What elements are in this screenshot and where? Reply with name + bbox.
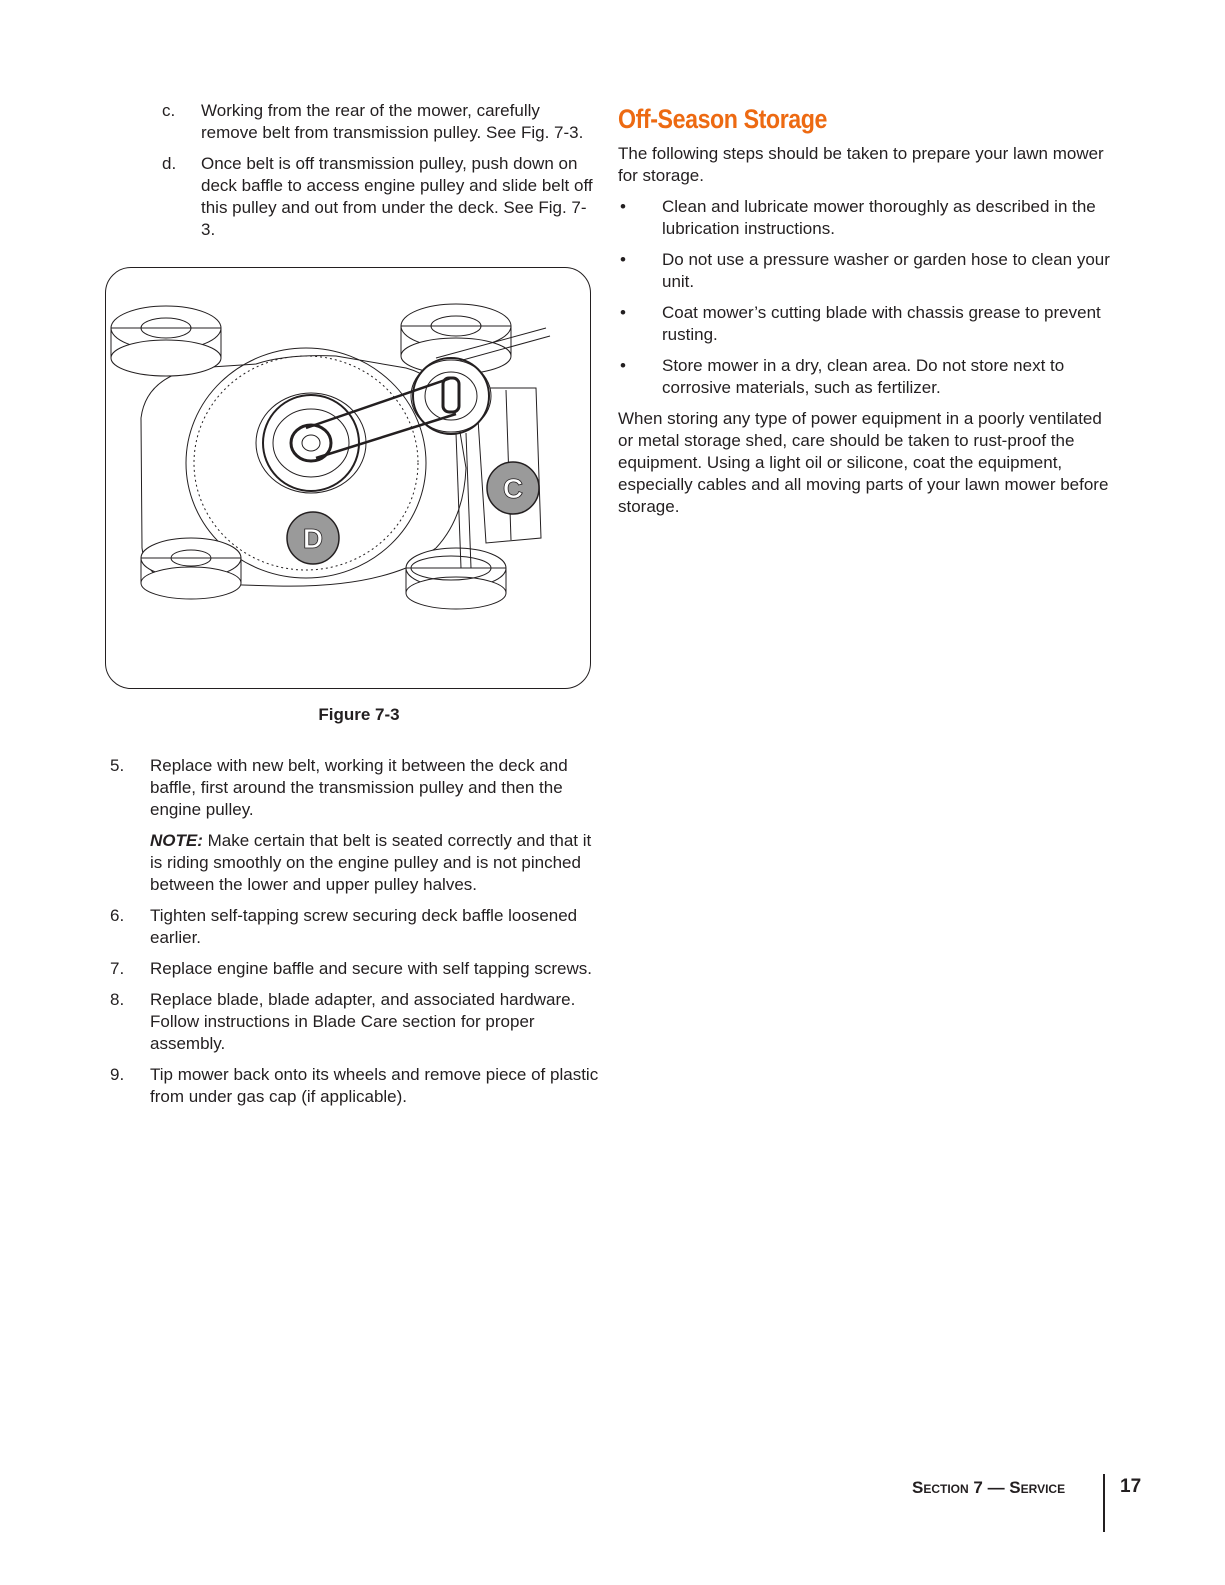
step-text: Replace with new belt, working it between the deck and baffle, first around the transmission pulley and then the engine pulley. [150, 756, 568, 819]
footer-divider [1103, 1474, 1105, 1532]
mower-underside-illustration [106, 268, 590, 688]
section-heading: Off-Season Storage [618, 104, 828, 134]
callout-d-label: D [302, 523, 324, 554]
step-text: Replace blade, blade adapter, and associated hardware. Follow instructions in Blade Care section for proper assembly. [150, 990, 576, 1053]
note [110, 830, 600, 896]
wheel-rear-left [141, 538, 241, 599]
step-6 [110, 905, 600, 949]
figure-7-3 [105, 267, 591, 689]
right-column [618, 100, 1118, 527]
step-marker: 6. [110, 906, 125, 925]
step-8 [110, 989, 600, 1055]
step-5 [110, 755, 600, 821]
bullet-text: Store mower in a dry, clean area. Do not store next to corrosive materials, such as fertilizer. [662, 356, 1065, 397]
bullet-icon: • [620, 250, 626, 269]
page-number: 17 [1120, 1476, 1142, 1497]
intro-paragraph: The following steps should be taken to prepare your lawn mower for storage. [618, 144, 1104, 185]
bullet-icon: • [620, 197, 626, 216]
sub-step-d [110, 153, 600, 241]
step-marker: 8. [110, 990, 125, 1009]
sub-step-marker: c. [162, 101, 176, 120]
bullet-item [618, 196, 1118, 240]
bullet-icon: • [620, 303, 626, 322]
step-marker: 5. [110, 756, 125, 775]
bullet-item [618, 249, 1118, 293]
bullet-item [618, 355, 1118, 399]
note-text: Make certain that belt is seated correctly and that it is riding smoothly on the engine pulley and is not pinched between the lower and upper pulley halves. [150, 831, 592, 894]
bullet-item [618, 302, 1118, 346]
callout-c [487, 462, 539, 514]
bullet-text: Clean and lubricate mower thoroughly as described in the lubrication instructions. [662, 197, 1096, 238]
step-text: Tighten self-tapping screw securing deck baffle loosened earlier. [150, 906, 578, 947]
wheel-rear-right [406, 548, 506, 609]
step-text: Tip mower back onto its wheels and remove piece of plastic from under gas cap (if applicable). [150, 1065, 599, 1106]
bullet-text: Coat mower’s cutting blade with chassis grease to prevent rusting. [662, 303, 1101, 344]
engine-pulley [256, 393, 366, 493]
wheel-front-left [111, 306, 221, 376]
sub-step-text: Once belt is off transmission pulley, push down on deck baffle to access engine pulley and slide belt off this pulley and out from under the deck. See Fig. 7-3. [201, 154, 593, 239]
left-column [110, 100, 600, 1117]
bullet-text: Do not use a pressure washer or garden hose to clean your unit. [662, 250, 1110, 291]
step-7 [110, 958, 600, 980]
footer-section-label: Section 7 — Service [912, 1478, 1066, 1497]
sub-step-marker: d. [162, 154, 177, 173]
sub-step-text: Working from the rear of the mower, carefully remove belt from transmission pulley. See Fig. 7-3. [201, 101, 584, 142]
step-marker: 7. [110, 959, 125, 978]
figure-caption: Figure 7-3 [318, 705, 400, 724]
note-label: NOTE: [150, 831, 203, 850]
sub-step-c [110, 100, 600, 144]
bullet-icon: • [620, 356, 626, 375]
closing-paragraph: When storing any type of power equipment in a poorly ventilated or metal storage shed, care should be taken to rust-proof the equipment. Using a light oil or silicone, coat the equipment, especially cables and all moving parts of your lawn mower before storage. [618, 409, 1109, 516]
callout-d [287, 512, 339, 564]
callout-c-label: C [502, 473, 524, 504]
step-9 [110, 1064, 600, 1108]
step-marker: 9. [110, 1065, 125, 1084]
step-text: Replace engine baffle and secure with self tapping screws. [150, 959, 592, 978]
